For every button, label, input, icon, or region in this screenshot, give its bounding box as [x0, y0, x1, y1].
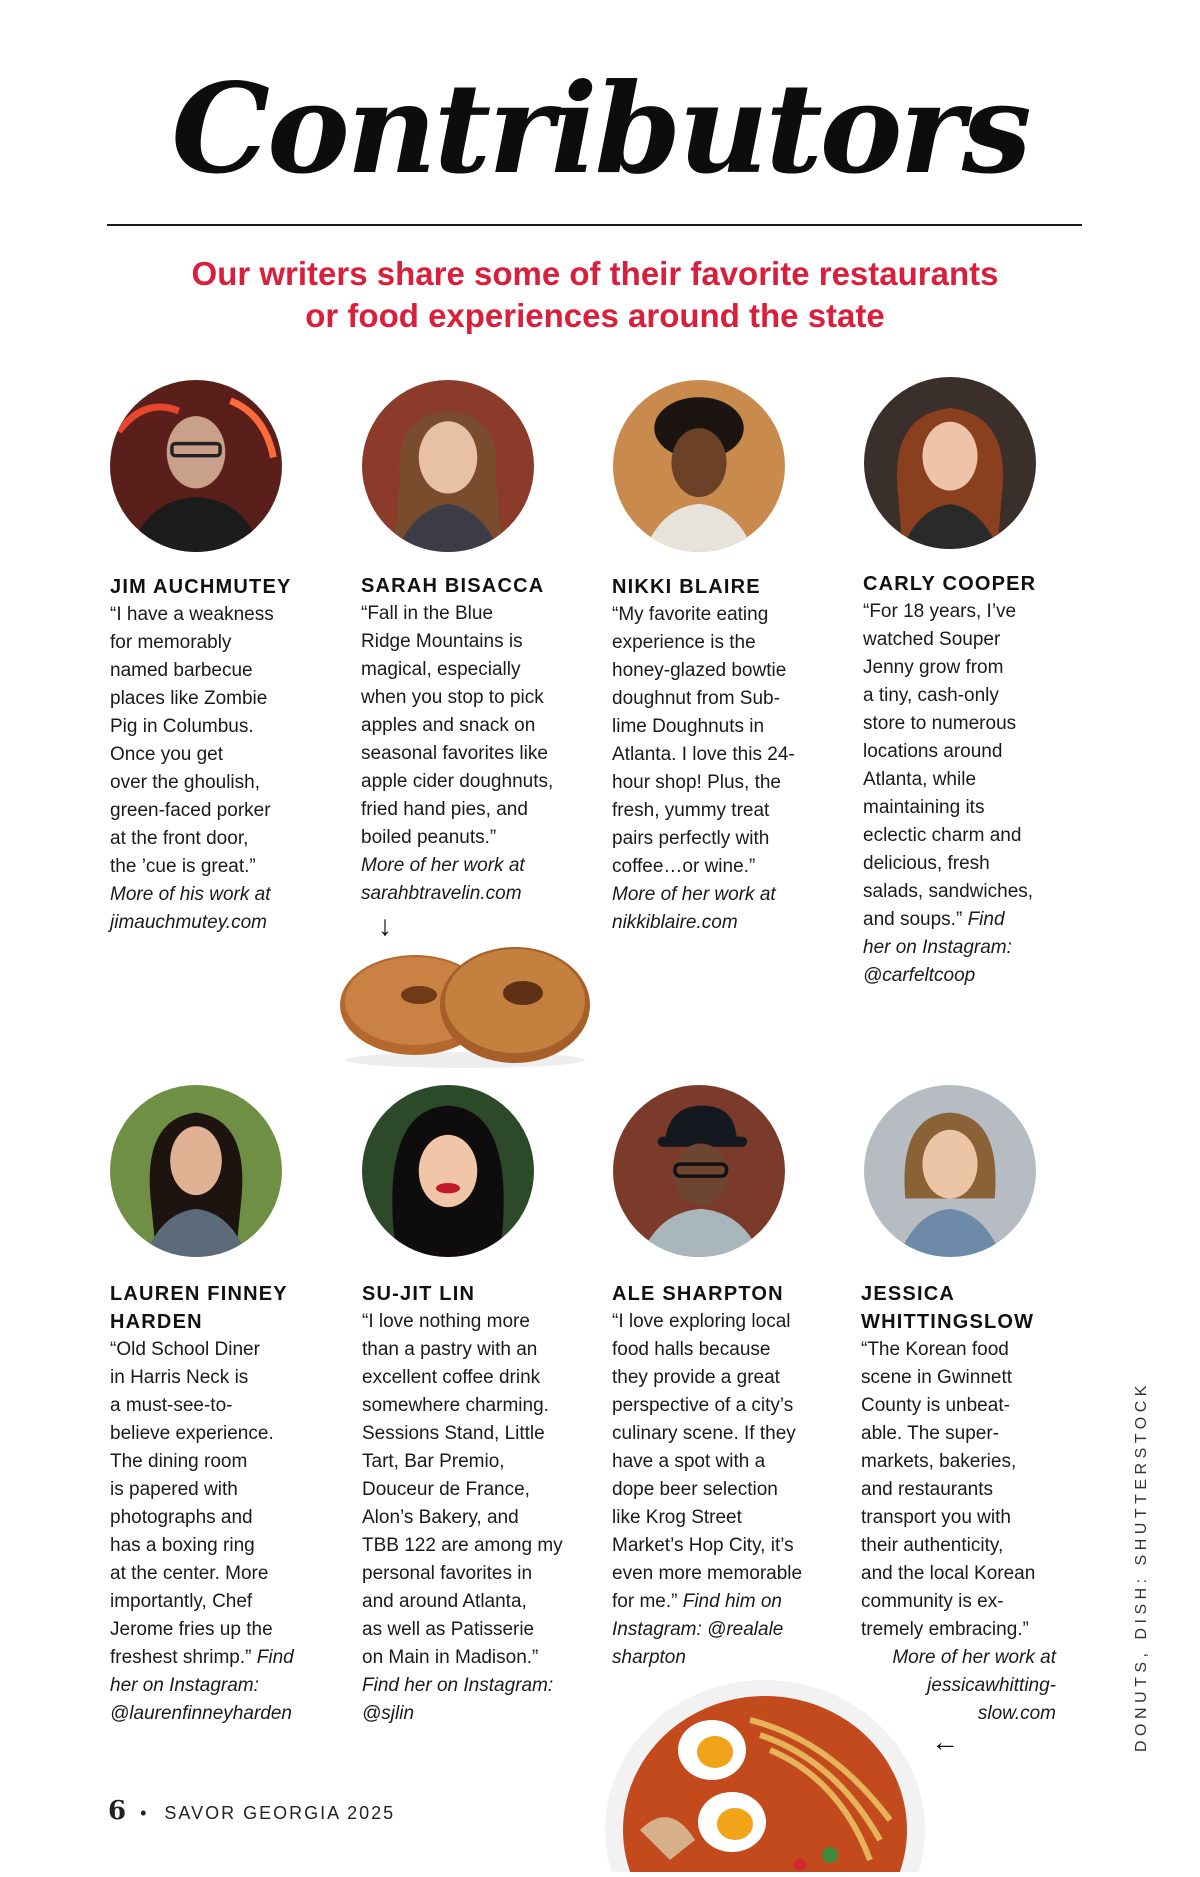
contributor-name: CARLY COOPER — [863, 573, 1037, 595]
quote-text: “For 18 years, I’ve watched Souper Jenny grow from a tiny, cash-only store to numerous locations around Atlanta, while maintaining its eclectic charm and delicious, fresh salads, sandwiches, and soups.” — [863, 601, 1034, 930]
page-title: Contributors — [171, 57, 1029, 202]
down-arrow-icon: ↓ — [378, 910, 392, 941]
contributor-name: NIKKI BLAIRE — [612, 576, 761, 598]
photo-jessica-whittingslow — [864, 1085, 1036, 1257]
contributor-quote: “My favorite eating experience is the honey-glazed bowtie doughnut from Sub- lime Doughnuts in Atlanta. I love this 24- hour shop! Plus, the fresh, yummy treat pairs perfectly with coffee…or wine.” — [612, 604, 795, 877]
bio-sarah-bisacca — [361, 572, 591, 908]
photo-sarah-bisacca — [362, 380, 534, 552]
bio-jessica-whittingslow — [861, 1280, 1086, 1728]
portrait-icon — [613, 380, 785, 552]
photo-su-jit-lin — [362, 1085, 534, 1257]
contributor-name: SU-JIT LIN — [362, 1283, 476, 1305]
donuts-illustration — [335, 935, 595, 1070]
contributor-credit: More of her work at nikkiblaire.com — [612, 884, 776, 933]
bio-ale-sharpton — [612, 1280, 842, 1672]
contributor-quote: “I have a weakness for memorably named barbecue places like Zombie Pig in Columbus. Once you get over the ghoulish, green-faced porker at the front door, the ’cue is great.” — [110, 604, 274, 877]
contributor-credit: Find her on Instagram: @carfeltcoop — [863, 909, 1012, 986]
bio-nikki-blaire — [612, 573, 827, 937]
portrait-icon — [864, 377, 1036, 549]
contributor-name: SARAH BISACCA — [361, 575, 545, 597]
page-number: 6 — [108, 1796, 129, 1826]
bio-lauren-finney-harden — [110, 1280, 325, 1728]
contributor-credit: More of her work at jessicawhitting- slow.com — [892, 1647, 1056, 1724]
contributor-credit: Find her on Instagram: @sjlin — [362, 1675, 554, 1724]
page-footer — [108, 1796, 395, 1826]
photo-nikki-blaire — [613, 380, 785, 552]
photo-lauren-finney-harden — [110, 1085, 282, 1257]
photo-ale-sharpton — [613, 1085, 785, 1257]
contributor-credit: Find her on Instagram: @laurenfinneyharden — [110, 1647, 294, 1724]
photo-credit: DONUTS, DISH: SHUTTERSTOCK — [1133, 1381, 1150, 1752]
contributor-name: LAUREN FINNEY HARDEN — [110, 1283, 288, 1333]
portrait-icon — [110, 380, 282, 552]
contributor-quote — [612, 1308, 842, 1672]
contributor-credit: More of his work at jimauchmutey.com — [110, 884, 271, 933]
page-subtitle — [100, 253, 1090, 337]
contributor-credit: More of her work at sarahbtravelin.com — [361, 855, 525, 904]
contributor-name: ALE SHARPTON — [612, 1283, 784, 1305]
contributor-name: JIM AUCHMUTEY — [110, 576, 292, 598]
portrait-icon — [362, 380, 534, 552]
contributor-quote: “Fall in the Blue Ridge Mountains is magical, especially when you stop to pick apples and snack on seasonal favorites like apple cider doughnuts, fried hand pies, and boiled peanuts.” — [361, 603, 554, 848]
publication-name: SAVOR GEORGIA 2025 — [164, 1803, 396, 1823]
bio-jim-auchmutey — [110, 573, 325, 937]
contributor-credit: Find him on Instagram: @realale sharpton — [612, 1591, 784, 1668]
portrait-icon — [613, 1085, 785, 1257]
portrait-icon — [864, 1085, 1036, 1257]
photo-jim-auchmutey — [110, 380, 282, 552]
contributor-quote: “The Korean food scene in Gwinnett County is unbeat- able. The super- markets, bakeries, and restaurants transport you with their authenticity, and the local Korean community is ex- tremely embracing.” — [861, 1339, 1036, 1640]
subtitle-line-2: or food experiences around the state — [305, 297, 885, 334]
bio-carly-cooper — [863, 570, 1078, 990]
quote-text: “I love exploring local food halls because they provide a great perspective of a city’s culinary scene. If they have a spot with a dope beer selection like Krog Street Market’s Hop City, it’s even more memorable for me.” — [612, 1311, 803, 1612]
bio-su-jit-lin — [362, 1280, 592, 1728]
quote-text: “Old School Diner in Harris Neck is a must-see-to- believe experience. The dining room is papered with photographs and has a boxing ring at the center. More importantly, Chef Jerome fries up the freshest shrimp.” — [110, 1339, 274, 1668]
portrait-icon — [362, 1085, 534, 1257]
contributor-quote — [110, 1336, 325, 1728]
ramen-bowl-illustration — [600, 1680, 930, 1872]
contributor-quote — [863, 598, 1078, 990]
contributor-name: JESSICA WHITTINGSLOW — [861, 1283, 1035, 1333]
contributor-quote: “I love nothing more than a pastry with an excellent coffee drink somewhere charming. Sessions Stand, Little Tart, Bar Premio, Douceur de France, Alon’s Bakery, and TBB 122 are among my personal favorites in and around Atlanta, as well as Patisserie on Main in Madison.” — [362, 1311, 563, 1668]
portrait-icon — [110, 1085, 282, 1257]
left-arrow-icon: ← — [931, 1726, 959, 1757]
footer-separator: • — [140, 1803, 149, 1823]
title-rule — [107, 224, 1082, 226]
subtitle-line-1: Our writers share some of their favorite restaurants — [191, 255, 999, 292]
photo-carly-cooper — [864, 377, 1036, 549]
